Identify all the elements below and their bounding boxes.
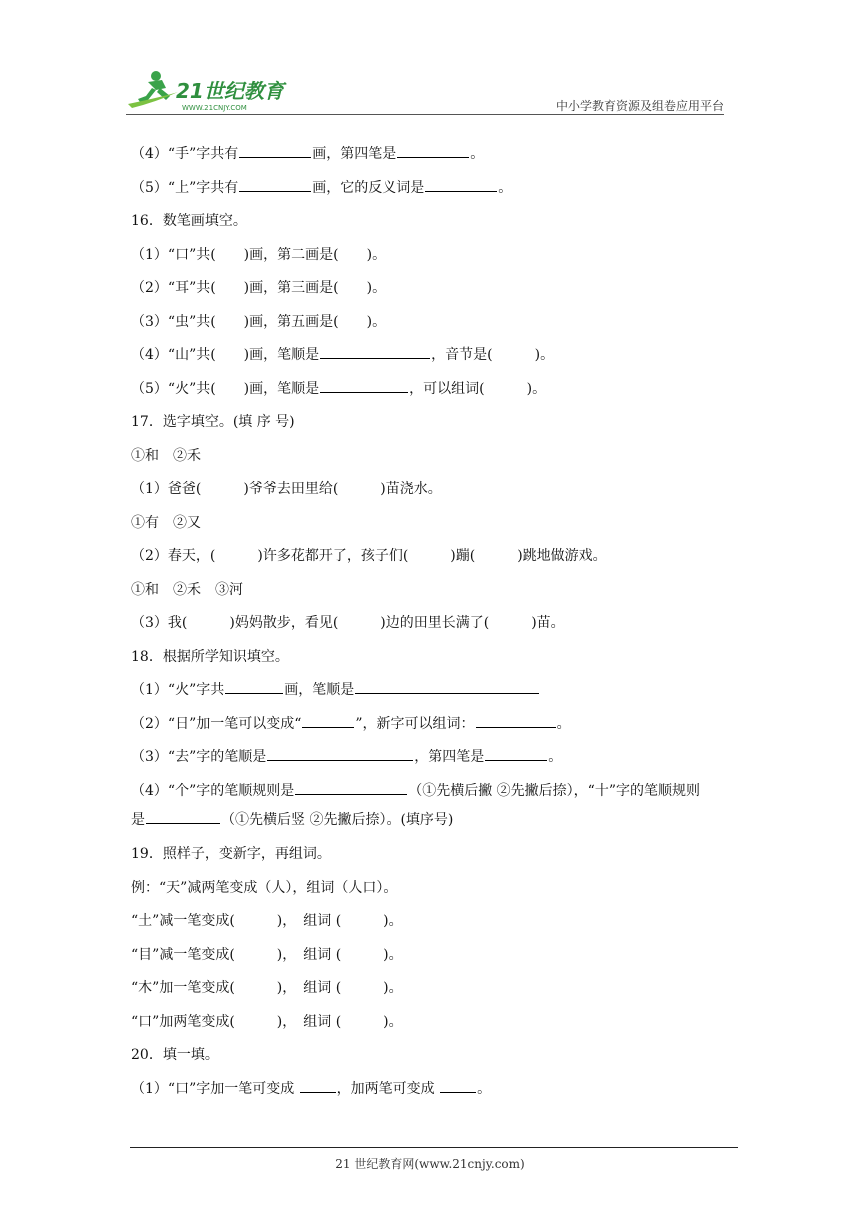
question-line: （4）“手”字共有 画，第四笔是 。: [131, 138, 731, 172]
question-line: 是 （①先横后竖 ②先撇后捺）。(填序号): [131, 808, 731, 838]
example-line: 例：“天”减两笔变成（人），组词（人口）。: [131, 879, 398, 896]
question-line: （3）“去”字的笔顺是 ，第四笔是 。: [131, 741, 731, 775]
header-platform-text: 中小学教育资源及组卷应用平台: [555, 99, 724, 113]
question-line: “口”加两笔变成( )， 组词 ( )。: [131, 1013, 403, 1030]
footer-divider: [130, 1147, 738, 1148]
question-line: （2）“耳”共( )画，第三画是( )。: [131, 280, 387, 296]
question-title: 16．数笔画填空。: [131, 213, 247, 229]
question-line: （4）“山”共( )画，笔顺是 ，音节是( )。: [131, 339, 731, 373]
question-line: （1）“火”字共 画，笔顺是: [131, 674, 731, 708]
question-line: （5）“火”共( )画，笔顺是 ，可以组词( )。: [131, 373, 731, 407]
question-line: （1）“口”字加一笔可变成 ，加两笔可变成 。: [131, 1073, 731, 1107]
question-title: 17．选字填空。(填 序 号): [131, 414, 295, 430]
choice-options: ①有 ②又: [131, 514, 201, 531]
footer-link[interactable]: 21 世纪教育网(www.21cnjy.com): [335, 1157, 525, 1171]
exercise-content: [131, 138, 731, 1106]
question-title: 18．根据所学知识填空。: [131, 648, 289, 665]
question-line: （1）爸爸( )爷爷去田里给( )苗浇水。: [131, 481, 442, 497]
question-line: （5）“上”字共有 画，它的反义词是 。: [131, 172, 731, 206]
svg-text:WWW.21CNJY.COM: WWW.21CNJY.COM: [182, 104, 247, 112]
question-line: （2）春天，( )许多花都开了，孩子们( )蹦( )跳地做游戏。: [131, 548, 607, 564]
question-line: “木”加一笔变成( )， 组词 ( )。: [131, 980, 403, 996]
21cnjy-logo: [126, 66, 296, 112]
question-line: （4）“个”字的笔顺规则是 （①先横后撇 ②先撇后捺），“十”字的笔顺规则: [131, 775, 731, 809]
question-line: （1）“口”共( )画，第二画是( )。: [131, 246, 387, 263]
question-line: （3）“虫”共( )画，第五画是( )。: [131, 313, 387, 330]
question-line: “土”减一笔变成( )， 组词 ( )。: [131, 913, 403, 929]
svg-text:21世纪教育: 21世纪教育: [176, 79, 284, 103]
choice-options: ①和 ②禾 ③河: [131, 581, 243, 598]
question-line: “目”减一笔变成( )， 组词 ( )。: [131, 946, 403, 963]
choice-options: ①和 ②禾: [131, 447, 201, 464]
question-title: 20．填一填。: [131, 1047, 219, 1063]
question-title: 19．照样子，变新字，再组词。: [131, 846, 331, 862]
question-line: （2）“日”加一笔可以变成“ ”，新字可以组词： 。: [131, 708, 731, 742]
page-header: [126, 66, 724, 116]
question-line: （3）我( )妈妈散步，看见( )边的田里长满了( )苗。: [131, 615, 565, 631]
header-divider: [126, 114, 724, 115]
